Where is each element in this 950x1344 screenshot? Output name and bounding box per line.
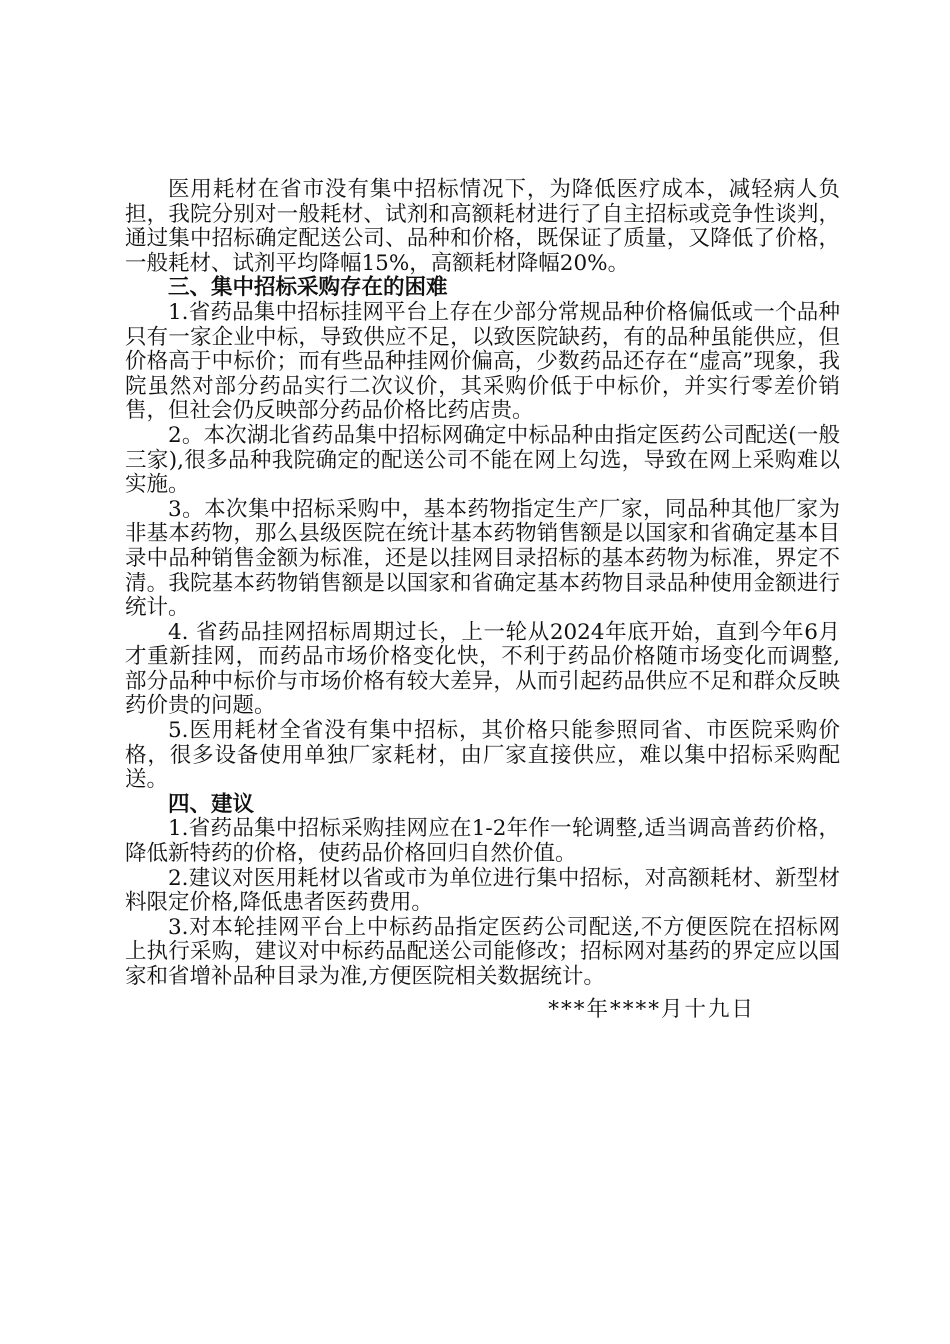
intro-paragraph: 医用耗材在省市没有集中招标情况下，为降低医疗成本，减轻病人负担，我院分别对一般耗材、试剂和高额耗材进行了自主招标或竞争性谈判，通过集中招标确定配送公司、品种和价格，既保证了质量，又降低了价格，一般耗材、试剂平均降幅15%，高额耗材降幅20%。 [125,177,840,276]
suggestion-item-3: 3.对本轮挂网平台上中标药品指定医药公司配送,不方便医院在招标网上执行采购，建议对中标药品配送公司能修改；招标网对基药的界定应以国家和省增补品种目录为准,方便医院相关数据统计。 [125,914,840,989]
difficulty-item-1: 1.省药品集中招标挂网平台上存在少部分常规品种价格偏低或一个品种只有一家企业中标，导致供应不足，以致医院缺药，有的品种虽能供应，但价格高于中标价；而有些品种挂网价偏高，少数药品还存在“虚高”现象，我院虽然对部分药品实行二次议价，其采购价低于中标价，并实行零差价销售，但社会仍反映部分药品价格比药店贵。 [125,299,840,424]
document-date: ***年****月十九日 [548,996,755,1022]
document-body [125,178,840,1022]
difficulty-item-3: 3。本次集中招标采购中，基本药物指定生产厂家，同品种其他厂家为非基本药物，那么县级医院在统计基本药物销售额是以国家和省确定基本目录中品种销售金额为标准，还是以挂网目录招标的基本药物为标准，界定不清。我院基本药物销售额是以国家和省确定基本药物目录品种使用金额进行统计。 [125,496,840,621]
difficulty-item-2: 2。本次湖北省药品集中招标网确定中标品种由指定医药公司配送(一般三家),很多品种我院确定的配送公司不能在网上勾选，导致在网上采购难以实施。 [125,422,840,498]
difficulty-item-5: 5.医用耗材全省没有集中招标，其价格只能参照同省、市医院采购价格，很多设备使用单独厂家耗材，由厂家直接供应，难以集中招标采购配送。 [125,718,840,793]
suggestion-item-2: 2.建议对医用耗材以省或市为单位进行集中招标，对高额耗材、新型材料限定价格,降低患者医药费用。 [125,865,840,916]
difficulty-item-4: 4. 省药品挂网招标周期过长，上一轮从2024年底开始，直到今年6月才重新挂网，而药品市场价格变化快，不利于药品价格随市场变化而调整,部分品种中标价与市场价格有较大差异，从而引起药品供应不足和群众反映药价贵的问题。 [125,619,840,719]
section-heading-difficulties: 三、集中招标采购存在的困难 [168,275,448,301]
suggestion-item-1: 1.省药品集中招标采购挂网应在1-2年作一轮调整,适当调高普药价格，降低新特药的价格，使药品价格回归自然价值。 [125,816,840,867]
section-heading-suggestions: 四、建议 [168,791,255,817]
